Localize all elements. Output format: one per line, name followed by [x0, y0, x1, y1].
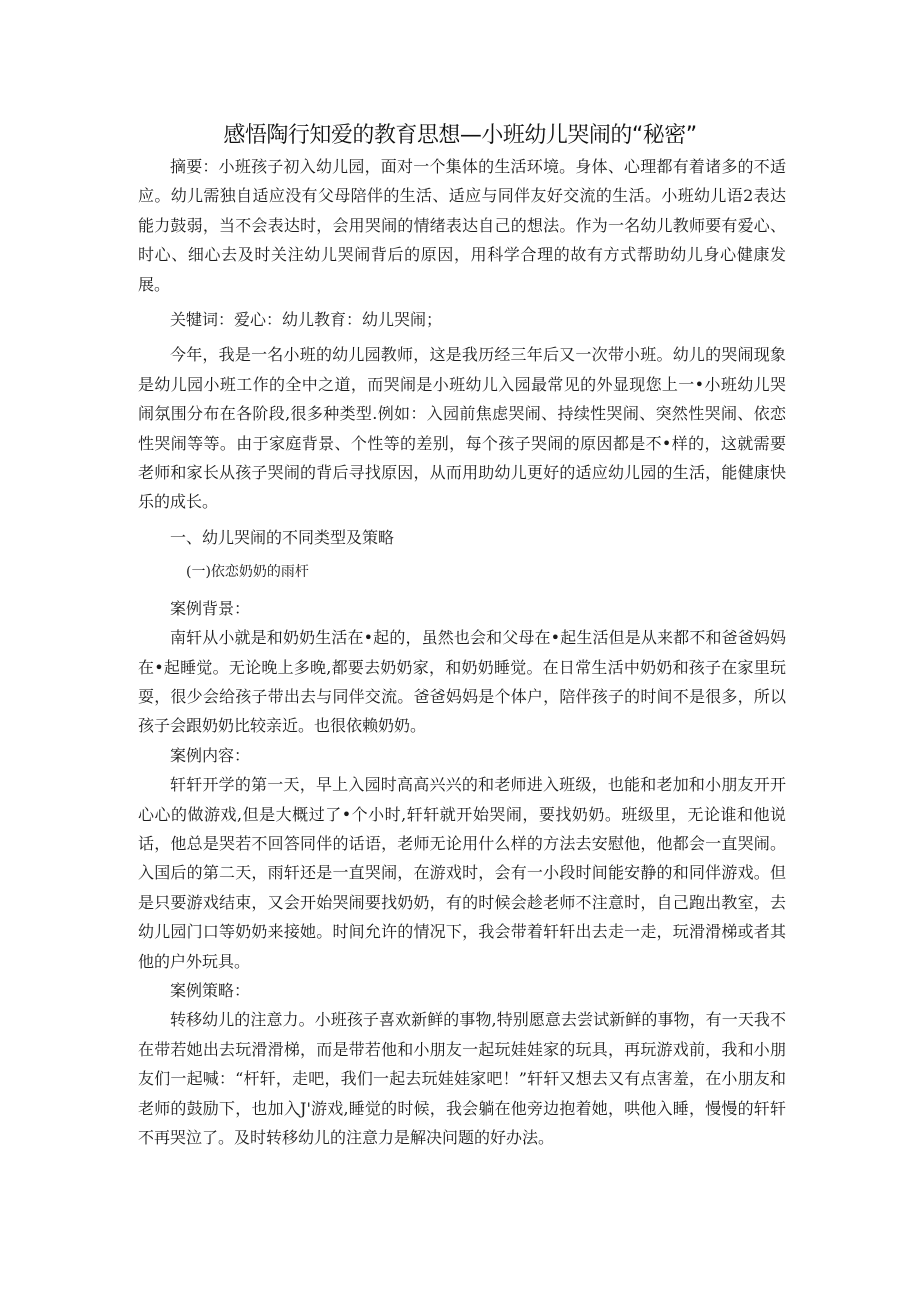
- intro-paragraph: 今年，我是一名小班的幼儿园教师，这是我历经三年后又一次带小班。幼儿的哭闹现象是幼儿园小班工作的全中之道，而哭闹是小班幼儿入园最常见的外显现您上一•小班幼儿哭闹氛围分布在各阶段,很多种类型.例如：入园前焦虑哭闹、持续性哭闹、突然性哭闹、依恋性哭闹等等。由于家庭背景、个性等的差别，每个孩子哭闹的原因都是不•样的，这就需要老师和家长从孩子哭闹的背后寻找原因，从而用助幼儿更好的适应幼儿园的生活，能健康快乐的成长。: [138, 345, 786, 512]
- case-content-label: 案例内容：: [170, 745, 251, 765]
- subsection-heading: (一)依恋奶奶的雨杆: [186, 564, 309, 581]
- case-strategy-label: 案例策略：: [170, 980, 251, 1000]
- abstract-paragraph: 摘要：小班孩子初入幼儿园，面对一个集体的生活环境。身体、心理都有着诸多的不适应。幼儿需独自适应没有父母陪伴的生活、适应与同伴友好交流的生活。小班幼儿语2表达能力鼓弱，当不会表达时，会用哭闹的情绪表达自己的想法。作为一名幼儿教师要有爱心、时心、细心去及时关注幼儿哭闹背后的原因，用科学合理的故有方式帮助幼儿身心健康发展。: [138, 157, 786, 294]
- case-content-paragraph: 轩轩开学的第一天，早上入园时高高兴兴的和老师进入班级，也能和老加和小朋友开开心心的做游戏,但是大概过了•个小时,轩轩就开始哭闹，要找奶奶。班级里，无论谁和他说话，他总是哭若不回答同伴的话语，老师无论用什么样的方法去安慰他，他都会一直哭闹。入国后的第二天，雨轩还是一直哭闹，在游戏时，会有一小段时间能安静的和同伴游戏。但是只要游戏结束，又会开始哭闹要找奶奶，有的时候会趁老师不注意时，自己跑出教室，去幼儿园门口等奶奶来接她。时间允许的情况下，我会带着轩轩出去走一走，玩滑滑梯或者其他的户外玩具。: [138, 775, 786, 971]
- case-strategy-paragraph: 转移幼儿的注意力。小班孩子喜欢新鲜的事物,特别愿意去尝试新鲜的事物，有一天我不在带若她出去玩滑滑梯，而是带若他和小朋友一起玩娃娃家的玩具，再玩游戏前，我和小朋友们一起喊：“杆轩，走吧，我们一起去玩娃娃家吧！”轩轩又想去又有点害羞，在小朋友和老师的鼓励下，也加入J'游戏,睡觉的时候，我会躺在他旁边抱着她，哄他入睡，慢慢的轩轩不再哭泣了。及时转移幼儿的注意力是解决问题的好办法。: [138, 1010, 786, 1147]
- document-body: [138, 152, 786, 1152]
- case-background-label: 案例背景：: [170, 598, 251, 618]
- case-background-paragraph: 南轩从小就是和奶奶生活在•起的，虽然也会和父母在•起生活但是从来都不和爸爸妈妈在•起睡觉。无论晚上多晚,都要去奶奶家，和奶奶睡觉。在日常生活中奶奶和孩子在家里玩耍，很少会给孩子带出去与同伴交流。爸爸妈妈是个体户，陪伴孩子的时间不是很多，所以孩子会跟奶奶比较亲近。也很依赖奶奶。: [138, 628, 786, 736]
- section-heading: 一、幼儿哭闹的不同类型及策略: [170, 527, 395, 547]
- document-title: 感悟陶行知爱的教育思想—小班幼儿哭闹的“秘密”: [223, 123, 697, 148]
- keywords-line: 关犍词：爱心：幼儿教育：幼儿哭闹；: [170, 310, 443, 330]
